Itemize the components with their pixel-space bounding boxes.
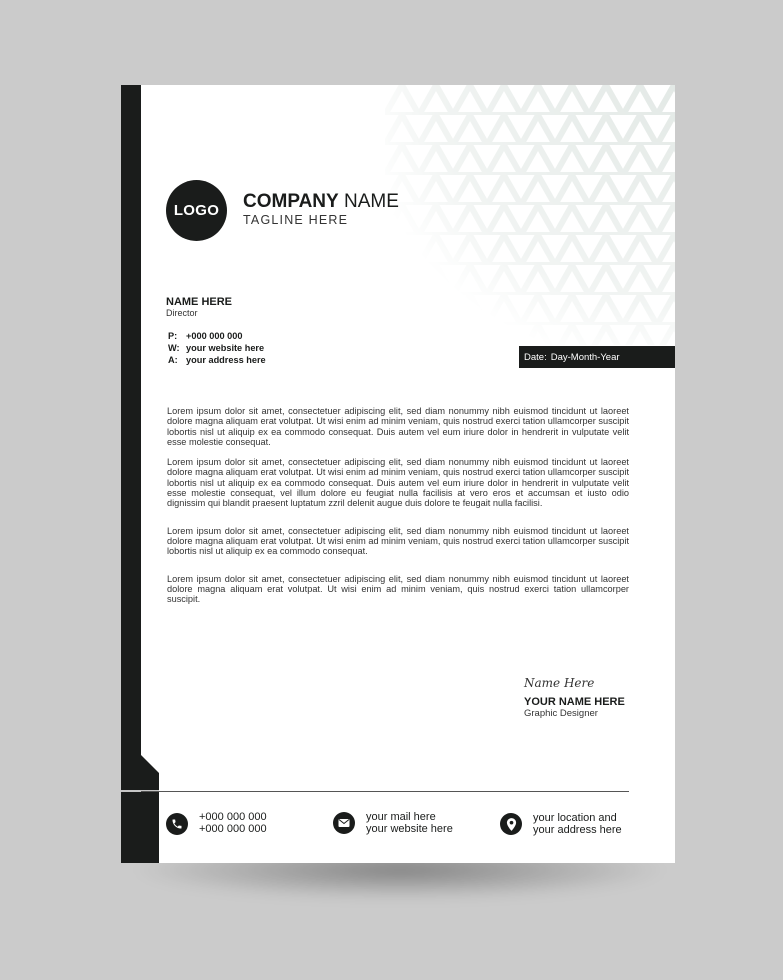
contact-label: A: bbox=[168, 355, 178, 365]
company-name bbox=[243, 191, 399, 213]
contact-value: +000 000 000 bbox=[186, 331, 243, 341]
contact-label: P: bbox=[168, 331, 178, 341]
company-tagline: TAGLINE HERE bbox=[243, 213, 349, 227]
mail-icon bbox=[333, 812, 355, 834]
body-paragraph: Lorem ipsum dolor sit amet, consectetuer adipiscing elit, sed diam nonummy nibh euismod tincidunt ut laoreet dolore magna aliquam erat volutpat. Ut wisi enim ad minim veniam, quis nostrud exerci tation ullamcorper suscipit. bbox=[167, 573, 629, 605]
letterhead-page bbox=[121, 85, 675, 863]
company-name-bold: COMPANY bbox=[243, 191, 339, 212]
footer-mail-line2: your website here bbox=[366, 822, 453, 835]
date-label: Date: bbox=[524, 351, 547, 363]
footer-phone-line1: +000 000 000 bbox=[199, 811, 267, 823]
contact-phone bbox=[168, 330, 266, 342]
signature-name: YOUR NAME HERE bbox=[524, 696, 625, 708]
company-name-light: NAME bbox=[338, 191, 399, 212]
company-logo: LOGO bbox=[166, 180, 227, 241]
body-paragraph: Lorem ipsum dolor sit amet, consectetuer adipiscing elit, sed diam nonummy nibh euismod tincidunt ut laoreet dolore magna aliquam erat volutpat. Ut wisi enim ad minim veniam, quis nostrud exerci tation ullamcorper suscipit lobortis nisl ut aliquip ex ea commodo consequat. Duis autem vel eum iriure dolor in hendrerit in vulputate velit esse molestie consequat, vel illum dolore eu feugiat nulla facilisis at vero eros et accumsan et iusto odio dignissim qui blandit praesent luptatum zzril delenit augue duis dolore te feugait nulla facilisi. bbox=[167, 457, 629, 509]
footer-mail bbox=[366, 812, 453, 835]
sender-role: Director bbox=[166, 308, 198, 318]
triangle-pattern bbox=[385, 85, 675, 345]
footer-location-line1: your location and bbox=[533, 812, 617, 824]
contact-value: your website here bbox=[186, 343, 265, 353]
location-pin-icon bbox=[500, 813, 522, 835]
footer-divider bbox=[141, 791, 629, 792]
footer-location-line2: your address here bbox=[533, 823, 622, 836]
left-accent-bar bbox=[121, 85, 141, 863]
contact-value: your address here bbox=[186, 355, 266, 365]
contact-website bbox=[168, 342, 266, 354]
sender-contacts bbox=[168, 330, 266, 366]
body-paragraph: Lorem ipsum dolor sit amet, consectetuer adipiscing elit, sed diam nonummy nibh euismod tincidunt ut laoreet dolore magna aliquam erat volutpat. Ut wisi enim ad minim veniam, quis nostrud exerci tation ullamcorper suscipit lobortis nisl ut aliquip ex ea commodo consequat. Duis autem vel eum iriure dolor in hendrerit in vulputate velit esse molestie consequat. bbox=[167, 406, 629, 447]
signature-role: Graphic Designer bbox=[524, 708, 598, 719]
signature-script: Name Here bbox=[524, 676, 595, 690]
footer-phone-line2: +000 000 000 bbox=[199, 822, 267, 835]
footer-location bbox=[533, 813, 622, 836]
sender-name: NAME HERE bbox=[166, 296, 233, 308]
contact-label: W: bbox=[168, 343, 180, 353]
contact-address bbox=[168, 354, 266, 366]
date-bar bbox=[519, 346, 675, 368]
date-value: Day-Month-Year bbox=[550, 351, 620, 363]
letter-body bbox=[167, 406, 629, 604]
phone-icon bbox=[166, 813, 188, 835]
footer-phone bbox=[199, 812, 267, 835]
body-paragraph: Lorem ipsum dolor sit amet, consectetuer adipiscing elit, sed diam nonummy nibh euismod tincidunt ut laoreet dolore magna aliquam erat volutpat. Ut wisi enim ad minim veniam, quis nostrud exerci tation ullamcorper suscipit lobortis nisl ut aliquip ex ea commodo consequat. bbox=[167, 525, 629, 557]
footer-mail-line1: your mail here bbox=[366, 811, 436, 823]
